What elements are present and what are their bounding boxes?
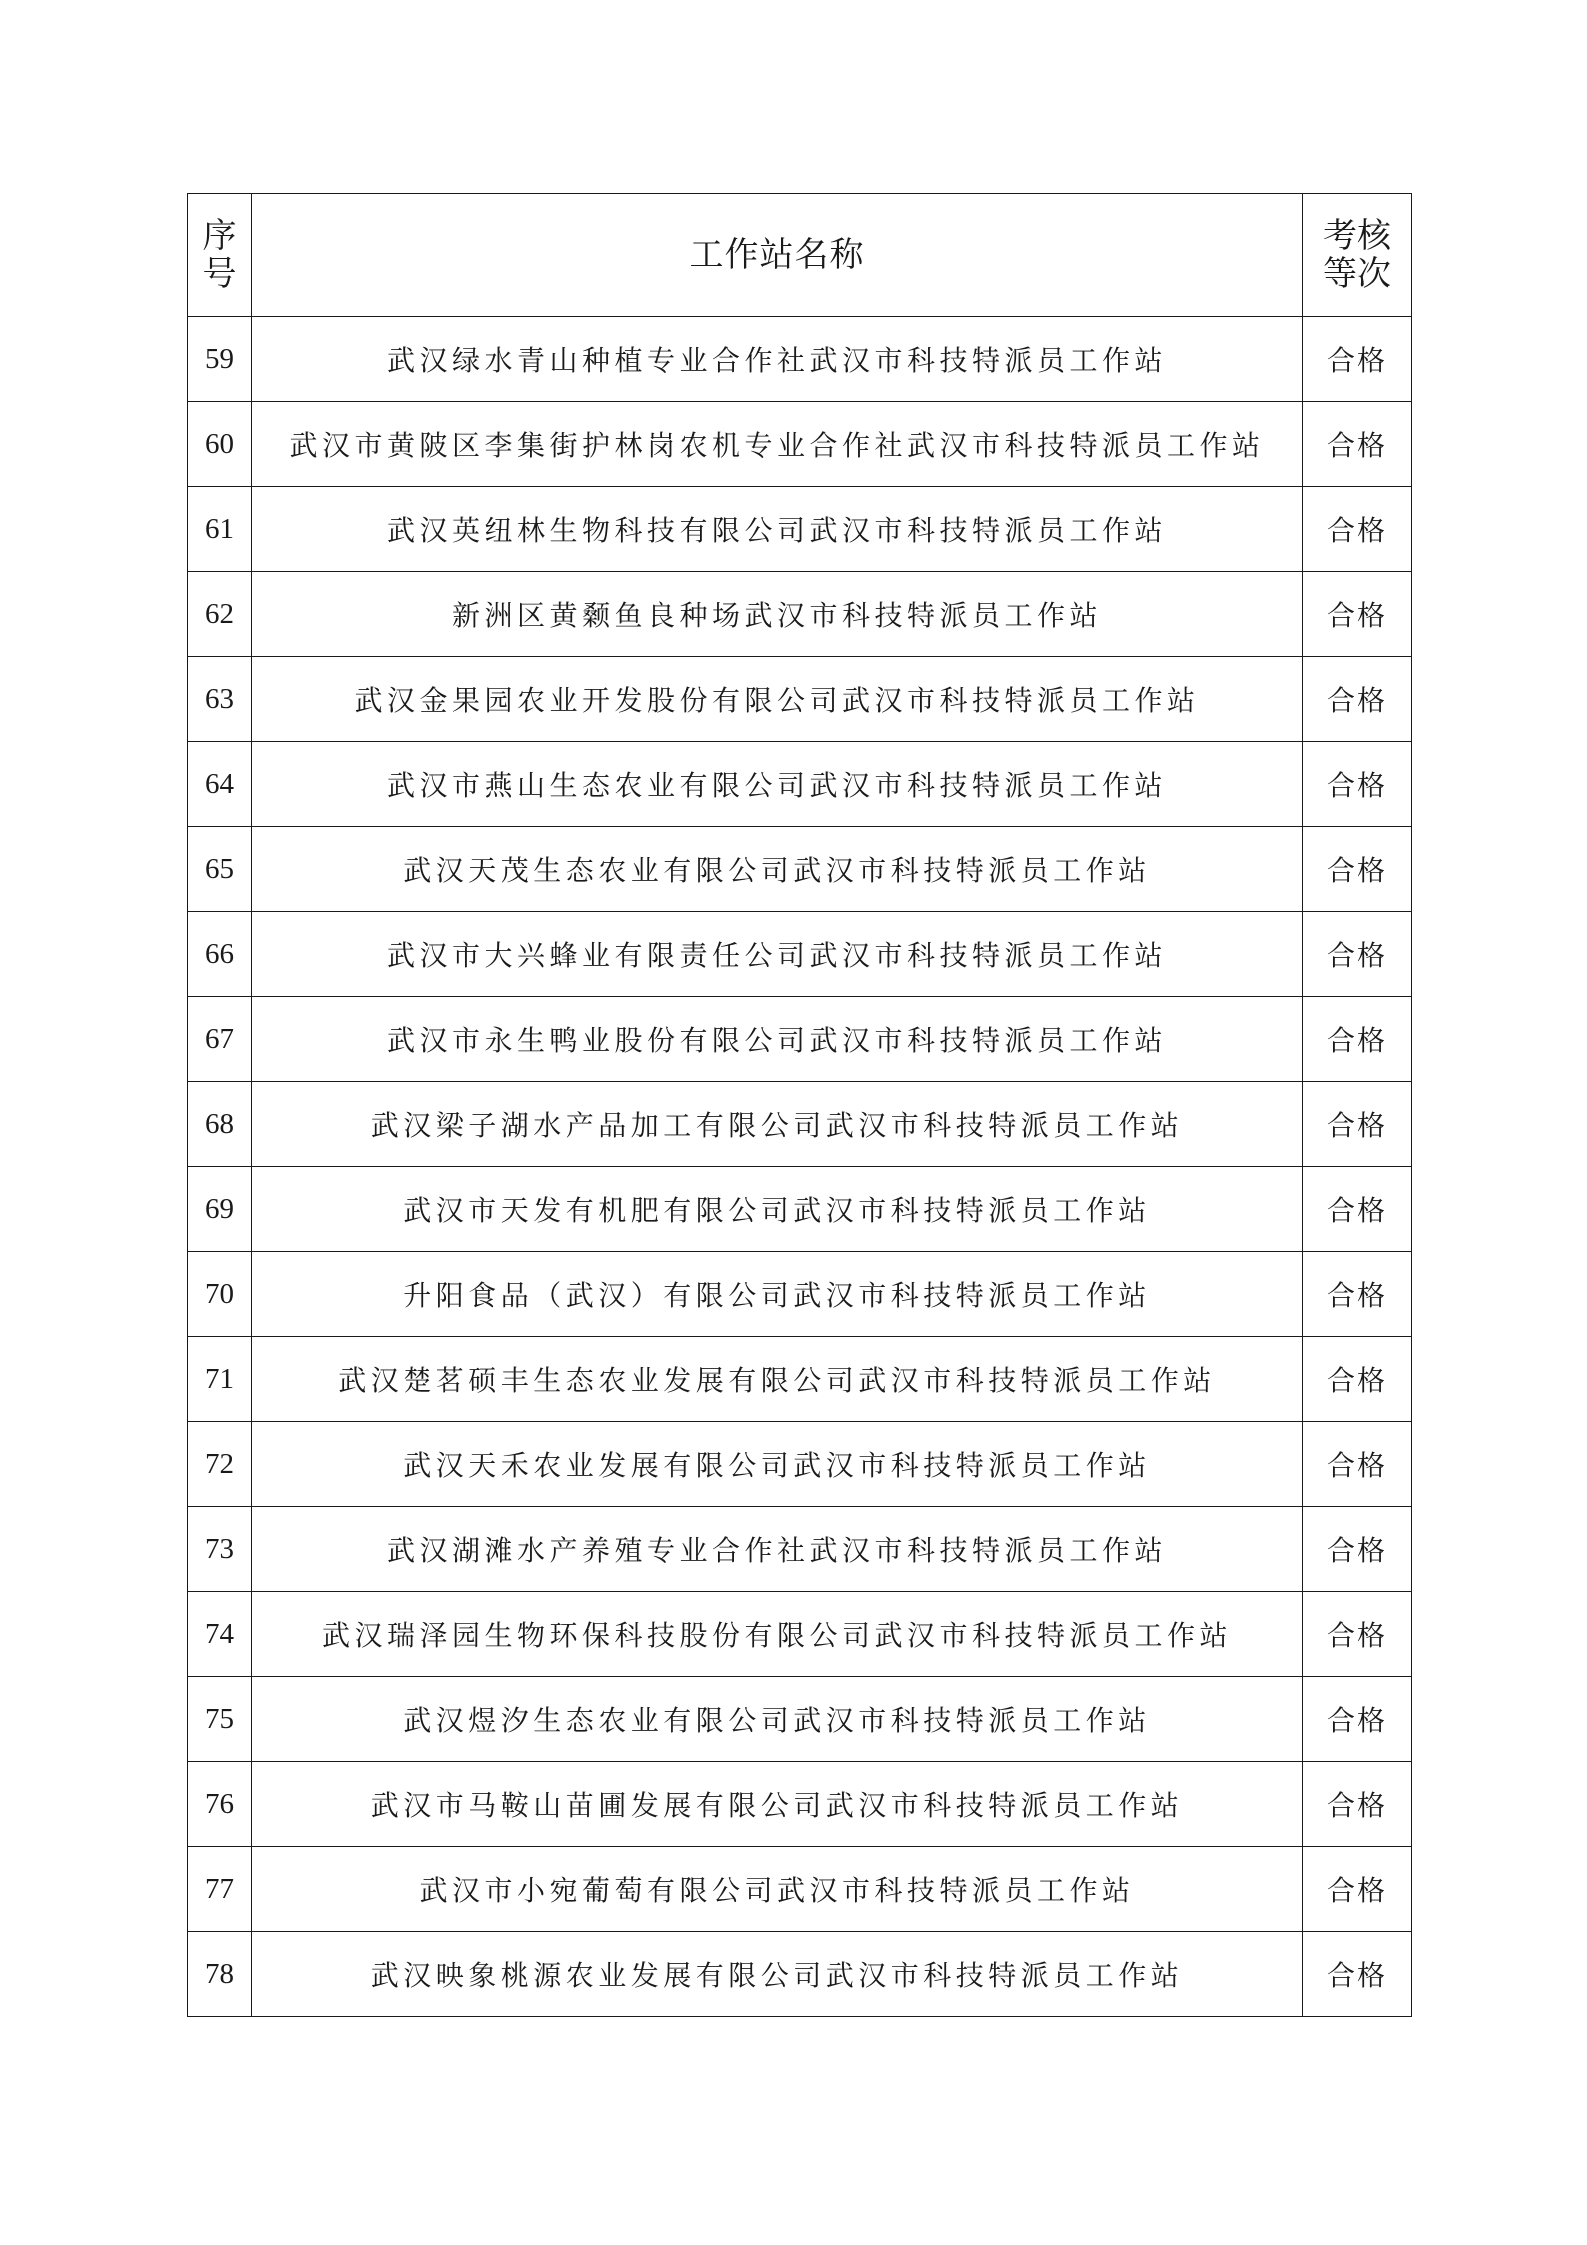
table-row — [188, 1677, 1412, 1762]
row-workstation-name: 武汉市天发有机肥有限公司武汉市科技特派员工作站 — [252, 1167, 1303, 1252]
row-grade: 合格 — [1303, 1847, 1412, 1932]
row-workstation-name: 新洲区黄颡鱼良种场武汉市科技特派员工作站 — [252, 572, 1303, 657]
table-row — [188, 1337, 1412, 1422]
row-index: 66 — [188, 912, 252, 997]
row-index: 77 — [188, 1847, 252, 1932]
row-index: 71 — [188, 1337, 252, 1422]
row-grade: 合格 — [1303, 997, 1412, 1082]
row-index: 64 — [188, 742, 252, 827]
table-row — [188, 912, 1412, 997]
row-index: 59 — [188, 317, 252, 402]
row-index: 70 — [188, 1252, 252, 1337]
row-grade: 合格 — [1303, 402, 1412, 487]
table-row — [188, 657, 1412, 742]
row-grade: 合格 — [1303, 742, 1412, 827]
row-index: 62 — [188, 572, 252, 657]
row-grade: 合格 — [1303, 1932, 1412, 2017]
table-row — [188, 827, 1412, 912]
row-workstation-name: 武汉天茂生态农业有限公司武汉市科技特派员工作站 — [252, 827, 1303, 912]
row-grade: 合格 — [1303, 317, 1412, 402]
row-grade: 合格 — [1303, 572, 1412, 657]
row-index: 60 — [188, 402, 252, 487]
table-row — [188, 1507, 1412, 1592]
row-workstation-name: 武汉映象桃源农业发展有限公司武汉市科技特派员工作站 — [252, 1932, 1303, 2017]
table-row — [188, 402, 1412, 487]
row-grade: 合格 — [1303, 1252, 1412, 1337]
row-index: 72 — [188, 1422, 252, 1507]
row-grade: 合格 — [1303, 1592, 1412, 1677]
row-workstation-name: 武汉英纽林生物科技有限公司武汉市科技特派员工作站 — [252, 487, 1303, 572]
row-workstation-name: 武汉煜汐生态农业有限公司武汉市科技特派员工作站 — [252, 1677, 1303, 1762]
row-grade: 合格 — [1303, 1762, 1412, 1847]
row-workstation-name: 武汉楚茗硕丰生态农业发展有限公司武汉市科技特派员工作站 — [252, 1337, 1303, 1422]
table-body — [188, 317, 1412, 2017]
row-grade: 合格 — [1303, 912, 1412, 997]
table-row — [188, 317, 1412, 402]
row-grade: 合格 — [1303, 1677, 1412, 1762]
header-name: 工作站名称 — [252, 194, 1303, 317]
row-grade: 合格 — [1303, 1507, 1412, 1592]
table-row — [188, 742, 1412, 827]
row-workstation-name: 武汉市大兴蜂业有限责任公司武汉市科技特派员工作站 — [252, 912, 1303, 997]
row-grade: 合格 — [1303, 1337, 1412, 1422]
row-workstation-name: 武汉金果园农业开发股份有限公司武汉市科技特派员工作站 — [252, 657, 1303, 742]
table-header-row — [188, 194, 1412, 317]
row-grade: 合格 — [1303, 1082, 1412, 1167]
header-grade — [1303, 194, 1412, 317]
row-index: 75 — [188, 1677, 252, 1762]
row-workstation-name: 武汉市燕山生态农业有限公司武汉市科技特派员工作站 — [252, 742, 1303, 827]
row-index: 73 — [188, 1507, 252, 1592]
row-workstation-name: 武汉天禾农业发展有限公司武汉市科技特派员工作站 — [252, 1422, 1303, 1507]
row-index: 65 — [188, 827, 252, 912]
header-index — [188, 194, 252, 317]
header-index-label: 序 号 — [202, 216, 237, 294]
row-index: 78 — [188, 1932, 252, 2017]
row-workstation-name: 武汉梁子湖水产品加工有限公司武汉市科技特派员工作站 — [252, 1082, 1303, 1167]
table-row — [188, 1762, 1412, 1847]
row-index: 68 — [188, 1082, 252, 1167]
row-workstation-name: 升阳食品（武汉）有限公司武汉市科技特派员工作站 — [252, 1252, 1303, 1337]
row-workstation-name: 武汉瑞泽园生物环保科技股份有限公司武汉市科技特派员工作站 — [252, 1592, 1303, 1677]
row-index: 76 — [188, 1762, 252, 1847]
table-row — [188, 487, 1412, 572]
row-grade: 合格 — [1303, 1422, 1412, 1507]
row-index: 74 — [188, 1592, 252, 1677]
table-row — [188, 997, 1412, 1082]
row-index: 61 — [188, 487, 252, 572]
row-workstation-name: 武汉市马鞍山苗圃发展有限公司武汉市科技特派员工作站 — [252, 1762, 1303, 1847]
header-grade-label: 考核 等次 — [1323, 216, 1391, 294]
row-grade: 合格 — [1303, 487, 1412, 572]
row-workstation-name: 武汉绿水青山种植专业合作社武汉市科技特派员工作站 — [252, 317, 1303, 402]
table-row — [188, 1082, 1412, 1167]
row-workstation-name: 武汉市永生鸭业股份有限公司武汉市科技特派员工作站 — [252, 997, 1303, 1082]
row-index: 63 — [188, 657, 252, 742]
row-index: 67 — [188, 997, 252, 1082]
table-row — [188, 1422, 1412, 1507]
table-row — [188, 1252, 1412, 1337]
row-grade: 合格 — [1303, 1167, 1412, 1252]
row-index: 69 — [188, 1167, 252, 1252]
row-workstation-name: 武汉市小宛葡萄有限公司武汉市科技特派员工作站 — [252, 1847, 1303, 1932]
table-row — [188, 1167, 1412, 1252]
row-grade: 合格 — [1303, 657, 1412, 742]
row-grade: 合格 — [1303, 827, 1412, 912]
workstation-assessment-table — [187, 193, 1412, 2017]
table-row — [188, 1592, 1412, 1677]
row-workstation-name: 武汉市黄陂区李集街护林岗农机专业合作社武汉市科技特派员工作站 — [252, 402, 1303, 487]
table-row — [188, 572, 1412, 657]
table-row — [188, 1932, 1412, 2017]
table-row — [188, 1847, 1412, 1932]
row-workstation-name: 武汉湖滩水产养殖专业合作社武汉市科技特派员工作站 — [252, 1507, 1303, 1592]
